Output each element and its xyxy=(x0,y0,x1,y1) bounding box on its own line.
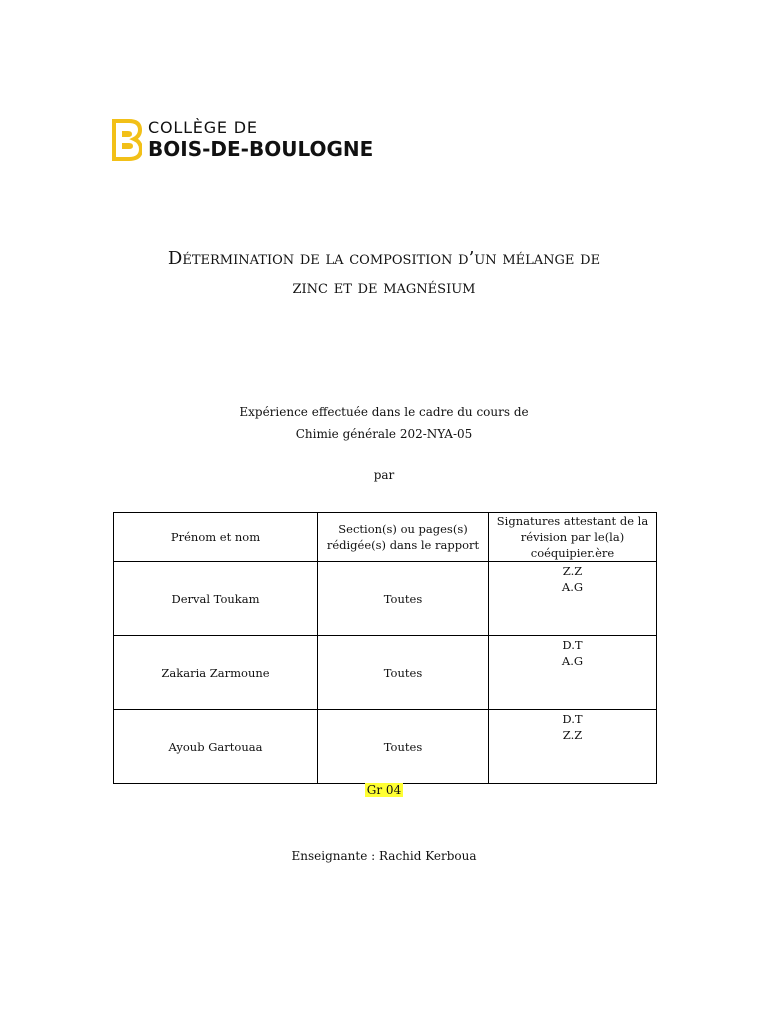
college-logo-mark-icon xyxy=(112,119,142,161)
report-title xyxy=(84,244,684,302)
member-signatures xyxy=(489,562,657,636)
signature: A.G xyxy=(561,580,584,594)
member-name: Zakaria Zarmoune xyxy=(114,636,318,710)
signature: Z.Z xyxy=(562,728,583,742)
course-context-line2: Chimie générale 202-NYA-05 xyxy=(295,427,473,441)
member-name: Derval Toukam xyxy=(114,562,318,636)
member-sections: Toutes xyxy=(318,562,489,636)
college-logo xyxy=(112,119,372,163)
group-highlight: Gr 04 xyxy=(366,783,402,797)
header-name: Prénom et nom xyxy=(114,513,318,562)
signature: D.T xyxy=(562,638,583,652)
member-sections: Toutes xyxy=(318,710,489,784)
members-table xyxy=(113,512,657,784)
group-label xyxy=(84,783,684,797)
logo-text-line2: BOIS-DE-BOULOGNE xyxy=(148,137,374,161)
member-signatures xyxy=(489,636,657,710)
table-row xyxy=(114,636,657,710)
table-row xyxy=(114,562,657,636)
report-title-line2: zinc et de magnésium xyxy=(292,277,476,298)
member-name: Ayoub Gartouaa xyxy=(114,710,318,784)
table-header-row xyxy=(114,513,657,562)
member-sections: Toutes xyxy=(318,636,489,710)
course-context xyxy=(84,401,684,445)
header-signatures: Signatures attestant de la révision par le(la) coéquipier.ère xyxy=(489,513,657,562)
by-label: par xyxy=(373,468,395,482)
teacher-line: Enseignante : Rachid Kerboua xyxy=(291,849,477,863)
table-row xyxy=(114,710,657,784)
member-signatures xyxy=(489,710,657,784)
signature: Z.Z xyxy=(562,564,583,578)
signature: D.T xyxy=(562,712,583,726)
course-context-line1: Expérience effectuée dans le cadre du cours de xyxy=(239,405,529,419)
logo-text-line1: COLLÈGE DE xyxy=(148,118,258,137)
report-title-line1: Détermination de la composition d’un mélange de xyxy=(167,248,601,269)
header-sections: Section(s) ou pages(s) rédigée(s) dans le rapport xyxy=(318,513,489,562)
signature: A.G xyxy=(561,654,584,668)
